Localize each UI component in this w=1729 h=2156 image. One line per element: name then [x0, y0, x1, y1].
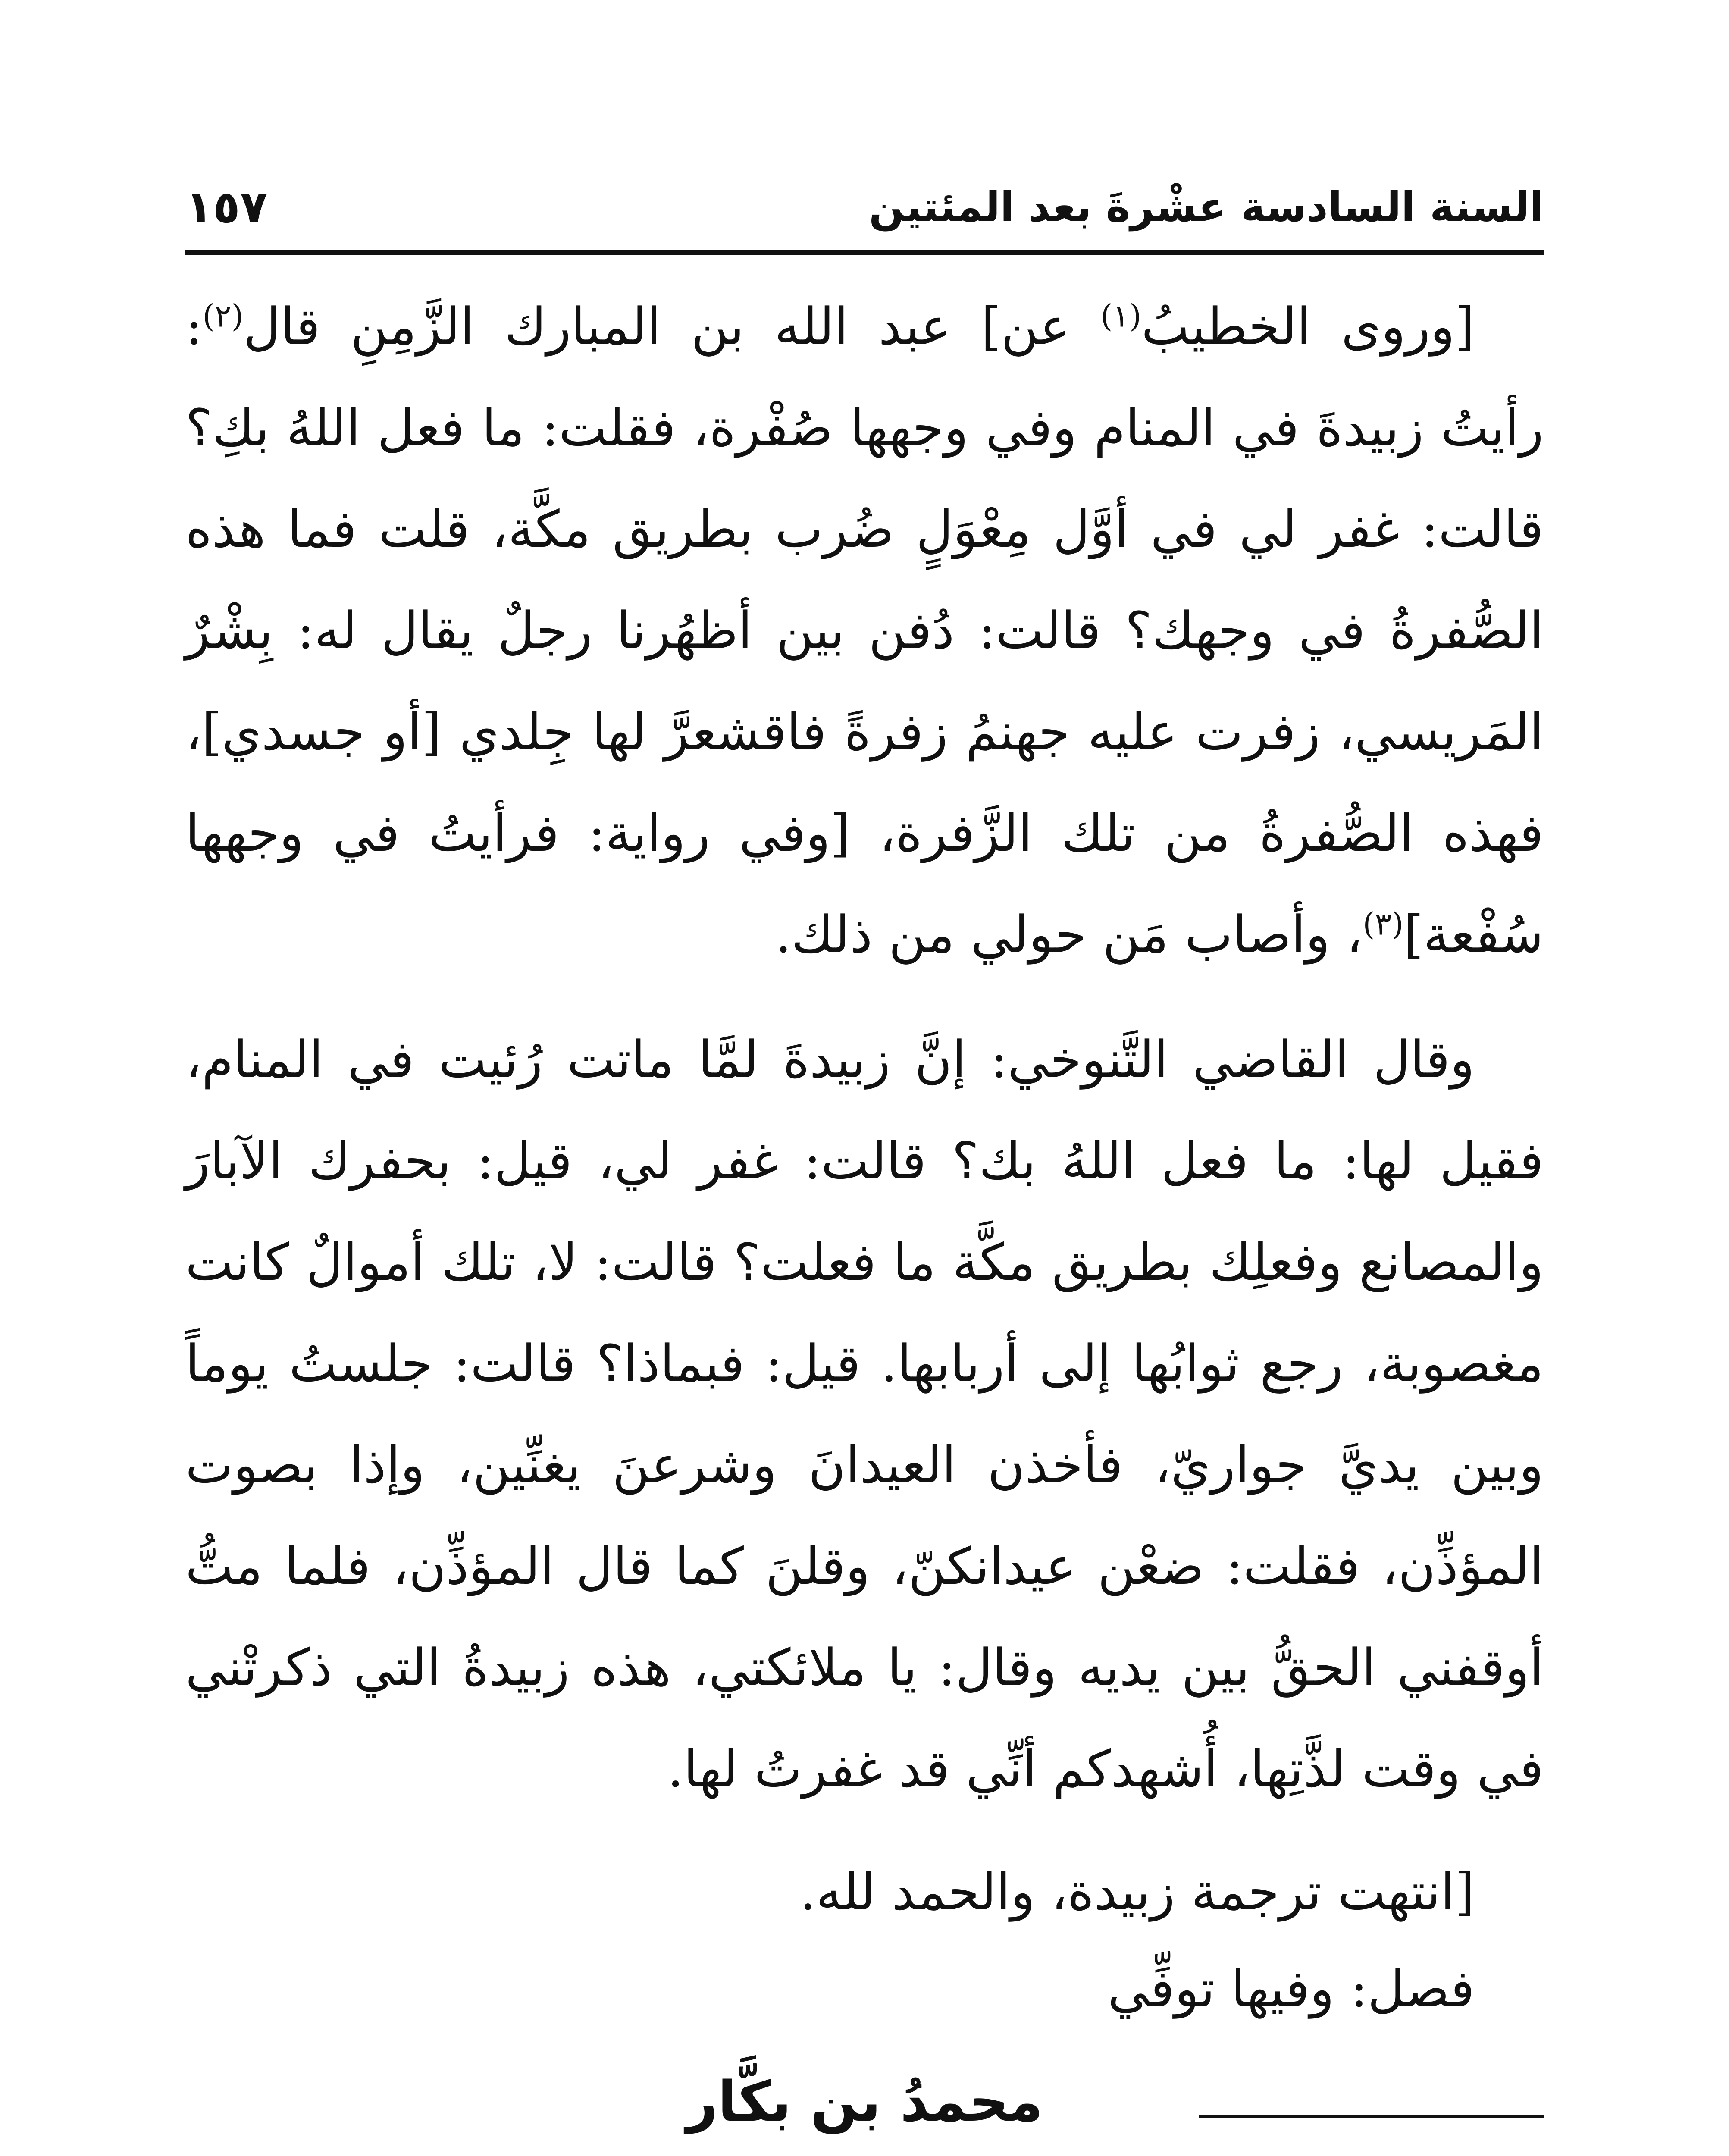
- paragraph-text: [وروى الخطيبُ: [1141, 297, 1475, 356]
- page-number: ١٥٧: [185, 181, 268, 233]
- paragraph-zubaida-dream: [185, 276, 1544, 985]
- running-title: السنة السادسة عشْرةَ بعد المئتين: [869, 183, 1544, 231]
- paragraph-tanukhi: وقال القاضي التَّنوخي: إنَّ زبيدةَ لمَّا ماتت رُئيت في المنام، فقيل لها: ما فعل اللهُ بك؟ قالت: غفر لي، قيل: بحفرك الآبارَ والمصانع وفعلِك بطريق مكَّة ما فعلت؟ قالت: لا، تلك أموالٌ كانت مغصوبة، رجع ثوابُها إلى أربابها. قيل: فبماذا؟ قالت: جلستُ يوماً وبين يديَّ جواريّ، فأخذن العيدانَ وشرعنَ يغنِّين، وإذا بصوت المؤذِّن، فقلت: ضعْن عيدانكنّ، وقلنَ كما قال المؤذِّن، فلما متُّ أوقفني الحقُّ بين يديه وقال: يا ملائكتي، هذه زبيدةُ التي ذكرتْني في وقت لذَّتِها، أُشهدكم أنِّي قد غفرتُ لها.: [185, 1030, 1544, 1799]
- paragraph-text: : رأيتُ زبيدةَ في المنام وفي وجهها صُفْرة، فقلت: ما فعل اللهُ بكِ؟ قالت: غفر لي في أوَّل مِعْوَلٍ ضُرب بطريق مكَّة، قلت فما هذه الصُّفرةُ في وجهك؟ قالت: دُفن بين أظهُرنا رجلٌ يقال له: بِشْرٌ المَريسي، زفرت عليه جهنمُ زفرةً فاقشعرَّ لها جِلدي [أو جسدي]، فهذه الصُّفرةُ من تلك الزَّفرة، [وفي رواية: فرأيتُ في وجهها سُفْعة]: [185, 297, 1544, 964]
- footnote-ref-3: (٣): [1363, 906, 1404, 942]
- footnotes: [185, 2152, 1544, 2156]
- page-header: [185, 164, 1544, 250]
- header-rule: [185, 250, 1544, 255]
- footnote-rule: [1199, 2115, 1544, 2118]
- section-title: محمدُ بن بكَّار: [686, 2070, 1043, 2134]
- footnote-ref-1: (١): [1100, 298, 1142, 334]
- fasl-line: فصل: وفيها توفِّي: [1108, 1959, 1475, 2018]
- main-text: [185, 276, 1544, 2156]
- footnote-ref-2: (٢): [202, 298, 244, 334]
- closing-line: [انتهت ترجمة زبيدة، والحمد لله.: [799, 1862, 1475, 1921]
- footnote-1: [185, 2152, 1544, 2156]
- paragraph-text: عن] عبد الله بن المبارك الزَّمِنِ قال: [243, 297, 1101, 356]
- paragraph-text: ، وأصاب مَن حولي من ذلك.: [775, 905, 1363, 964]
